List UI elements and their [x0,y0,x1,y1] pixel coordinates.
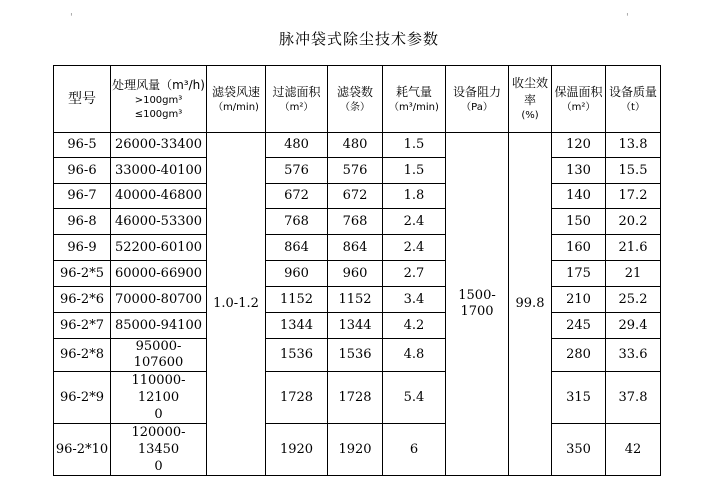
cell-bags: 1152 [328,287,383,313]
cell-volume: 110000-12100 0 [111,372,207,424]
cell-mass: 33.6 [606,339,661,372]
header-air: 耗气量 （m³/min) [383,66,446,133]
cell-model: 96-8 [54,209,111,235]
cell-insulation: 280 [552,339,606,372]
table-title: 脉冲袋式除尘技术参数 [278,30,439,48]
cell-air: 2.4 [383,235,446,261]
cell-mass: 21.6 [606,235,661,261]
cell-volume: 60000-66900 [111,261,207,287]
cell-bags: 1920 [328,424,383,476]
cell-mass: 17.2 [606,184,661,209]
cell-volume: 46000-53300 [111,209,207,235]
cell-area: 768 [266,209,328,235]
cell-model: 96-2*6 [54,287,111,313]
table-row [54,372,661,424]
cell-volume: 70000-80700 [111,287,207,313]
cell-bags: 864 [328,235,383,261]
cell-insulation: 350 [552,424,606,476]
cell-mass: 29.4 [606,313,661,339]
cell-bags: 768 [328,209,383,235]
cell-air: 6 [383,424,446,476]
cell-bags: 1728 [328,372,383,424]
cell-air: 2.7 [383,261,446,287]
cell-insulation: 245 [552,313,606,339]
cell-area: 576 [266,158,328,184]
table-row [54,261,661,287]
cell-model: 96-2*7 [54,313,111,339]
cell-model: 96-7 [54,184,111,209]
cell-insulation: 315 [552,372,606,424]
table-row [54,424,661,476]
cell-efficiency-shared: 99.8 [509,133,552,476]
cell-air: 1.5 [383,133,446,158]
cell-insulation: 130 [552,158,606,184]
cell-area: 960 [266,261,328,287]
cell-air: 3.4 [383,287,446,313]
cell-mass: 42 [606,424,661,476]
table-row [54,158,661,184]
cell-area: 672 [266,184,328,209]
cell-insulation: 120 [552,133,606,158]
cell-volume: 95000-107600 [111,339,207,372]
cell-bags: 480 [328,133,383,158]
cell-air: 4.2 [383,313,446,339]
header-area: 过滤面积 （m²） [266,66,328,133]
cell-insulation: 150 [552,209,606,235]
cell-area: 1152 [266,287,328,313]
table-row [54,209,661,235]
cell-area: 864 [266,235,328,261]
header-efficiency: 收尘效 率 (%) [509,66,552,133]
cell-air: 5.4 [383,372,446,424]
header-mass: 设备质量 （t） [606,66,661,133]
table-row [54,133,661,158]
table-row [54,184,661,209]
cell-area: 1728 [266,372,328,424]
table-row [54,287,661,313]
cell-volume: 26000-33400 [111,133,207,158]
header-velocity: 滤袋风速 （m/min) [207,66,266,133]
cell-model: 96-6 [54,158,111,184]
cell-insulation: 140 [552,184,606,209]
cell-mass: 25.2 [606,287,661,313]
cell-air: 4.8 [383,339,446,372]
cell-area: 1920 [266,424,328,476]
cell-volume: 33000-40100 [111,158,207,184]
cell-area: 1536 [266,339,328,372]
header-resistance: 设备阻力 （Pa） [446,66,509,133]
cell-air: 2.4 [383,209,446,235]
header-insulation: 保温面积 （m²） [552,66,606,133]
cell-insulation: 175 [552,261,606,287]
cell-model: 96-2*10 [54,424,111,476]
cell-model: 96-9 [54,235,111,261]
table-row [54,235,661,261]
spec-table [53,65,661,476]
header-bags: 滤袋数 （条） [328,66,383,133]
cell-model: 96-2*9 [54,372,111,424]
cell-volume: 120000-13450 0 [111,424,207,476]
corner-mark: ' [626,12,629,23]
cell-mass: 37.8 [606,372,661,424]
table-row [54,313,661,339]
cell-model: 96-5 [54,133,111,158]
cell-area: 480 [266,133,328,158]
cell-mass: 21 [606,261,661,287]
cell-model: 96-2*8 [54,339,111,372]
table-row [54,339,661,372]
cell-mass: 15.5 [606,158,661,184]
cell-resistance-shared: 1500-1700 [446,133,509,476]
cell-volume: 40000-46800 [111,184,207,209]
cell-bags: 576 [328,158,383,184]
cell-bags: 960 [328,261,383,287]
header-row [54,66,661,133]
cell-mass: 20.2 [606,209,661,235]
cell-insulation: 210 [552,287,606,313]
cell-air: 1.8 [383,184,446,209]
cell-mass: 13.8 [606,133,661,158]
cell-air: 1.5 [383,158,446,184]
corner-mark: ' [70,12,73,23]
cell-volume: 85000-94100 [111,313,207,339]
cell-area: 1344 [266,313,328,339]
header-volume: 处理风量（m³/h) >100gm³ ≤100gm³ [111,66,207,133]
cell-insulation: 160 [552,235,606,261]
cell-velocity-shared: 1.0-1.2 [207,133,266,476]
cell-bags: 1536 [328,339,383,372]
cell-volume: 52200-60100 [111,235,207,261]
cell-model: 96-2*5 [54,261,111,287]
cell-bags: 1344 [328,313,383,339]
cell-bags: 672 [328,184,383,209]
header-model: 型号 [54,66,111,133]
